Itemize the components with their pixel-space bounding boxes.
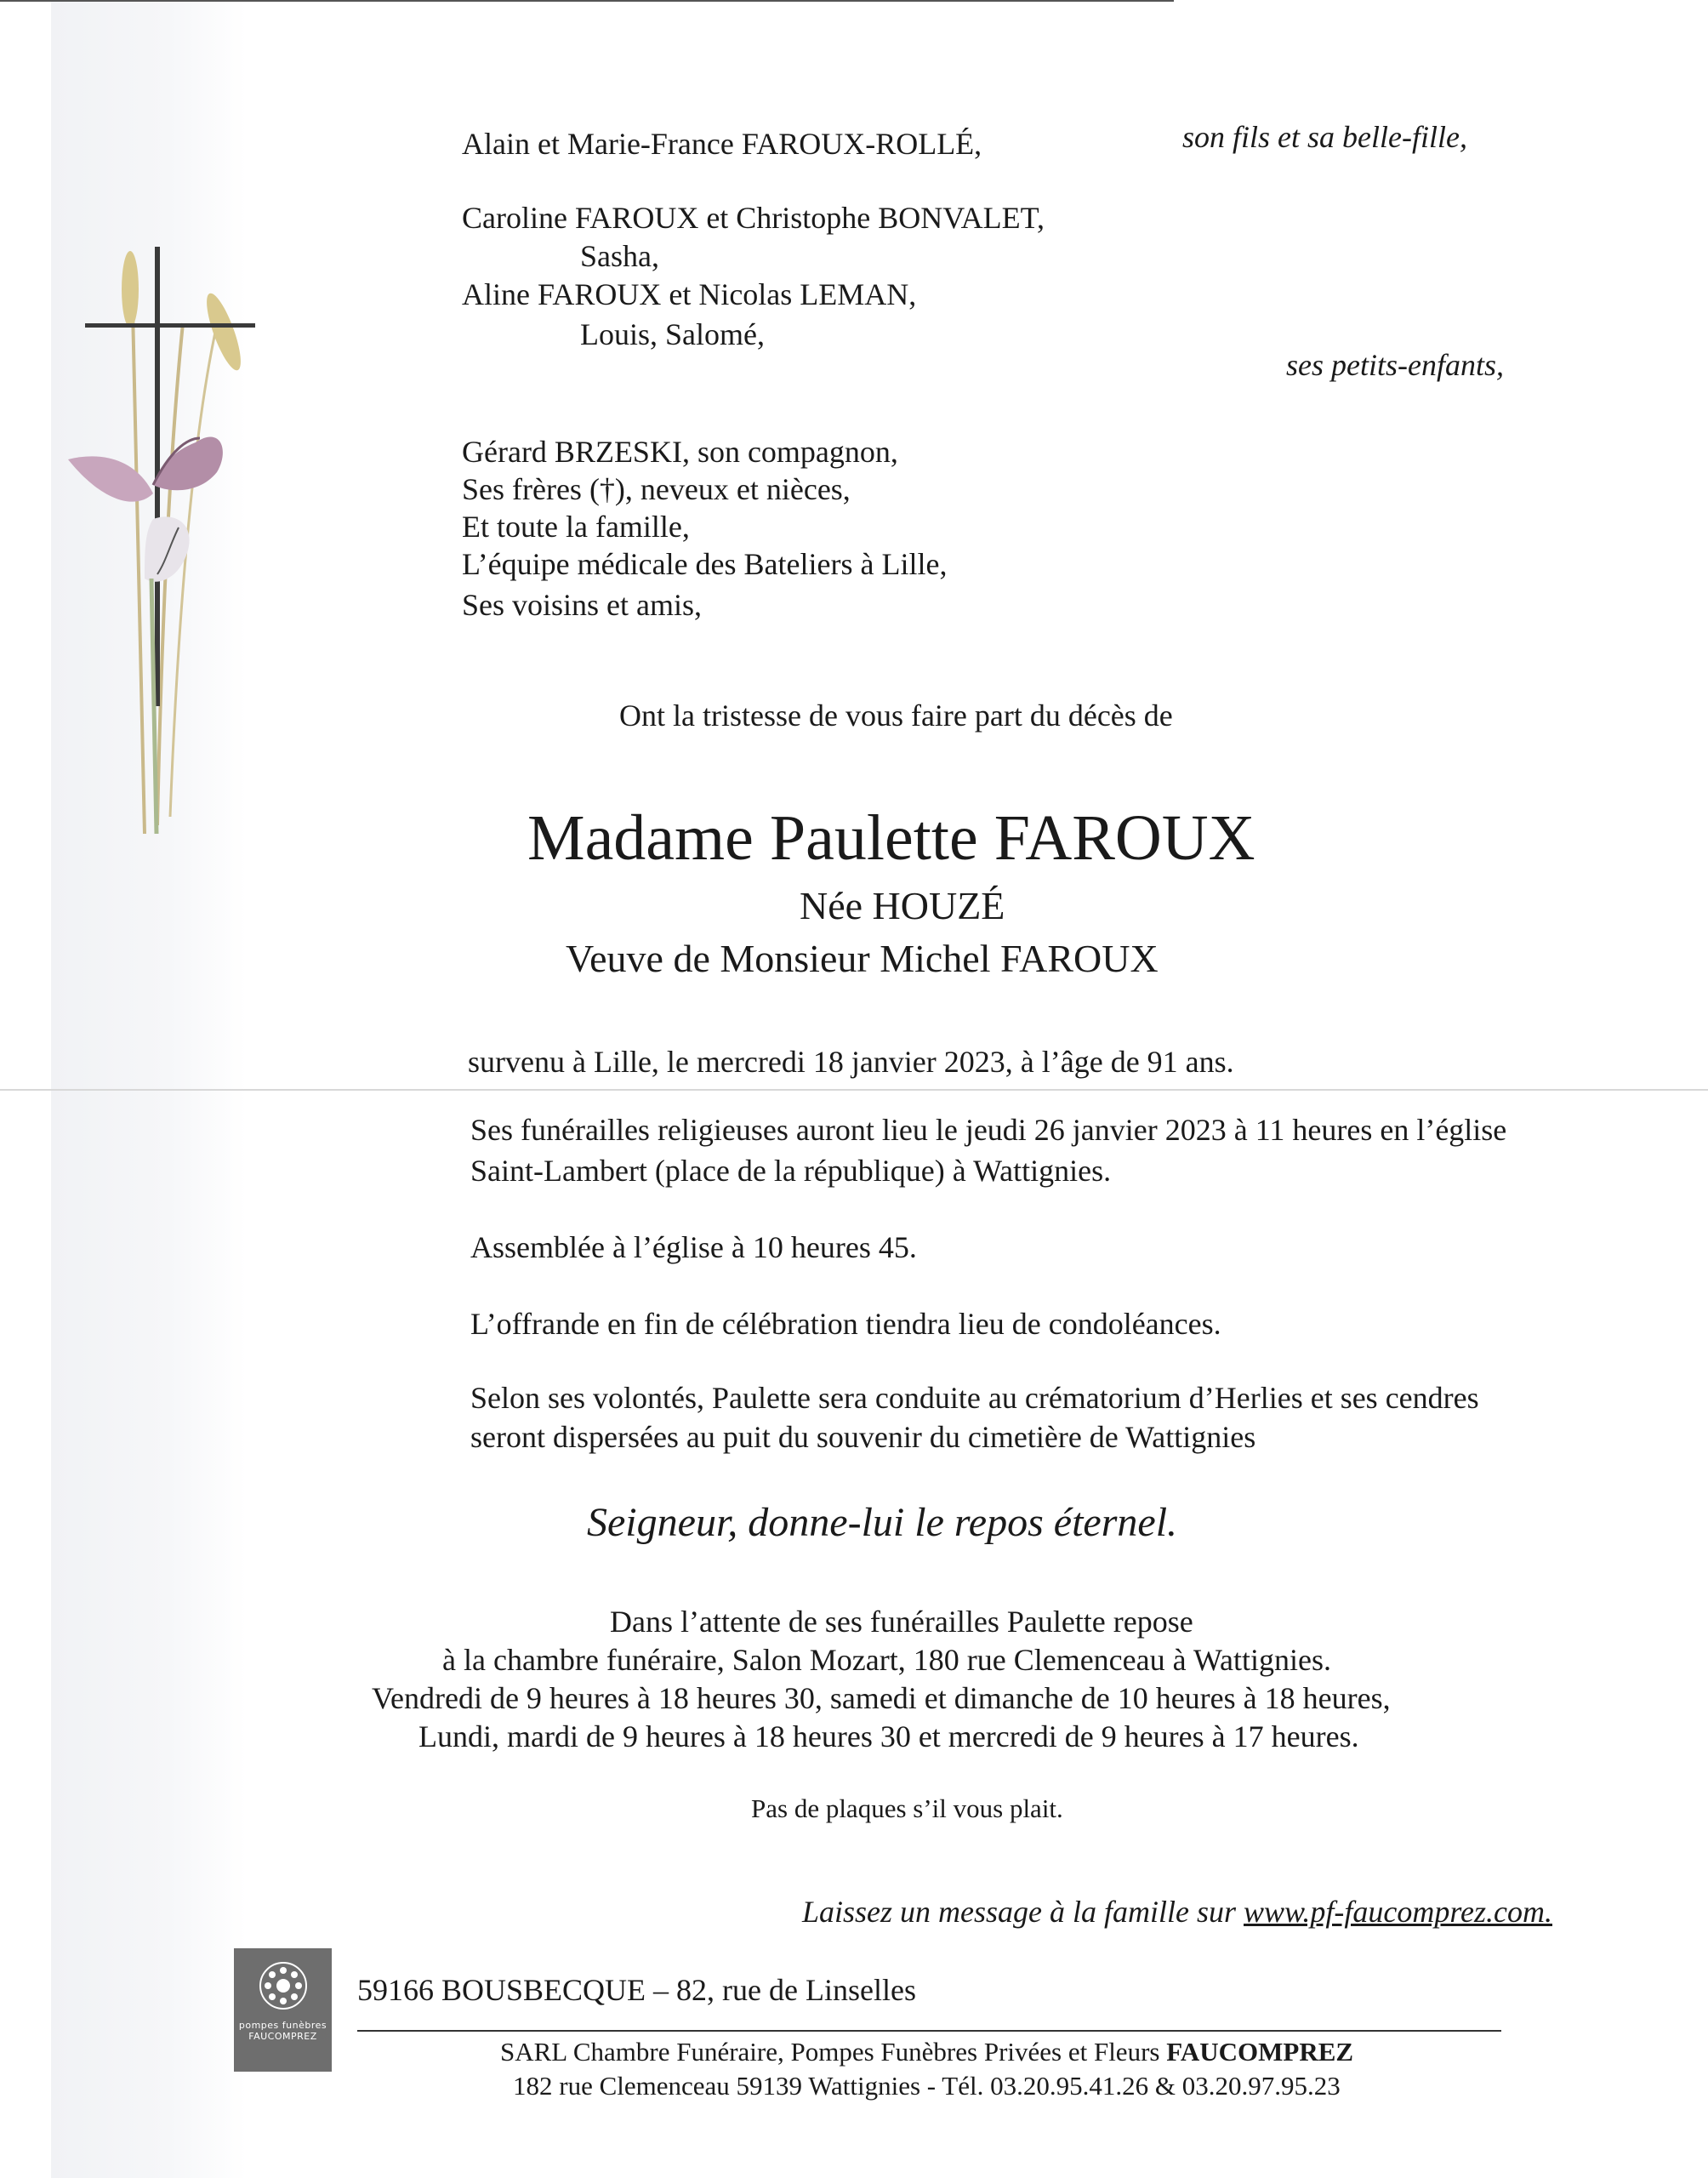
message-line bbox=[802, 1894, 1552, 1930]
birth-name: Née HOUZÉ bbox=[800, 884, 1005, 927]
visitation-line: Vendredi de 9 heures à 18 heures 30, samedi et dimanche de 10 heures à 18 heures, bbox=[372, 1681, 1391, 1715]
cremation-line: seront dispersées au puit du souvenir du cimetière de Wattignies bbox=[470, 1420, 1256, 1454]
role-son: son fils et sa belle-fille, bbox=[1182, 120, 1467, 154]
website-link[interactable]: www.pf-faucomprez.com. bbox=[1244, 1895, 1552, 1929]
role-grandchildren: ses petits-enfants, bbox=[1286, 348, 1504, 382]
widow-of: Veuve de Monsieur Michel FAROUX bbox=[566, 937, 1159, 980]
prayer-text: Seigneur, donne-lui le repos éternel. bbox=[587, 1500, 1178, 1545]
no-plaques-text: Pas de plaques s’il vous plait. bbox=[751, 1793, 1063, 1823]
grandchild-line: Caroline FAROUX et Christophe BONVALET, bbox=[462, 201, 1045, 235]
visitation-line: Lundi, mardi de 9 heures à 18 heures 30 et mercredi de 9 heures à 17 heures. bbox=[418, 1719, 1359, 1753]
top-rule bbox=[0, 0, 1174, 2]
grandchild-line: Aline FAROUX et Nicolas LEMAN, bbox=[462, 277, 917, 311]
other-relative-line: L’équipe médicale des Bateliers à Lille, bbox=[462, 547, 948, 581]
death-details: survenu à Lille, le mercredi 18 janvier 2023, à l’âge de 91 ans. bbox=[468, 1045, 1234, 1079]
grandchild-line: Louis, Salomé, bbox=[580, 317, 765, 351]
other-relative-line: Ses voisins et amis, bbox=[462, 588, 703, 622]
rosette-icon bbox=[258, 1960, 309, 2011]
message-text: Laissez un message à la famille sur bbox=[802, 1895, 1237, 1929]
cross-lily-illustration bbox=[51, 238, 272, 851]
other-relative-line: Gérard BRZESKI, son compagnon, bbox=[462, 435, 898, 469]
announcement-text: Ont la tristesse de vous faire part du décès de bbox=[619, 698, 1173, 733]
other-relative-line: Et toute la famille, bbox=[462, 510, 690, 544]
logo-line-2: FAUCOMPREZ bbox=[248, 2031, 317, 2042]
cremation-line: Selon ses volontés, Paulette sera conduite au crématorium d’Herlies et ses cendres bbox=[470, 1381, 1479, 1415]
company-line-2: 182 rue Clemenceau 59139 Wattignies - Tél. 03.20.95.41.26 & 03.20.97.95.23 bbox=[513, 2071, 1341, 2101]
funeral-line: Saint-Lambert (place de la république) à Wattignies. bbox=[470, 1154, 1112, 1188]
company-name: FAUCOMPREZ bbox=[1166, 2037, 1354, 2067]
company-prefix: SARL Chambre Funéraire, Pompes Funèbres Privées et Fleurs bbox=[500, 2037, 1160, 2067]
visitation-line: Dans l’attente de ses funérailles Paulette repose bbox=[610, 1605, 1193, 1639]
footer-address: 59166 BOUSBECQUE – 82, rue de Linselles bbox=[357, 1973, 916, 2007]
deceased-name: Madame Paulette FAROUX bbox=[527, 802, 1255, 874]
family-line-son: Alain et Marie-France FAROUX-ROLLÉ, bbox=[462, 127, 982, 161]
visitation-line: à la chambre funéraire, Salon Mozart, 180 rue Clemenceau à Wattignies. bbox=[442, 1643, 1332, 1677]
faucomprez-logo bbox=[234, 1948, 332, 2072]
funeral-line: Ses funérailles religieuses auront lieu le jeudi 26 janvier 2023 à 11 heures en l’église bbox=[470, 1113, 1507, 1147]
logo-line-1: pompes funèbres bbox=[238, 2020, 327, 2031]
footer-rule bbox=[357, 2030, 1501, 2032]
assembly-text: Assemblée à l’église à 10 heures 45. bbox=[470, 1230, 917, 1264]
paper-fold-line bbox=[0, 1089, 1708, 1091]
grandchild-line: Sasha, bbox=[580, 239, 659, 273]
company-line-1 bbox=[500, 2037, 1353, 2067]
other-relative-line: Ses frères (†), neveux et nièces, bbox=[462, 472, 851, 506]
offering-text: L’offrande en fin de célébration tiendra lieu de condoléances. bbox=[470, 1307, 1221, 1341]
